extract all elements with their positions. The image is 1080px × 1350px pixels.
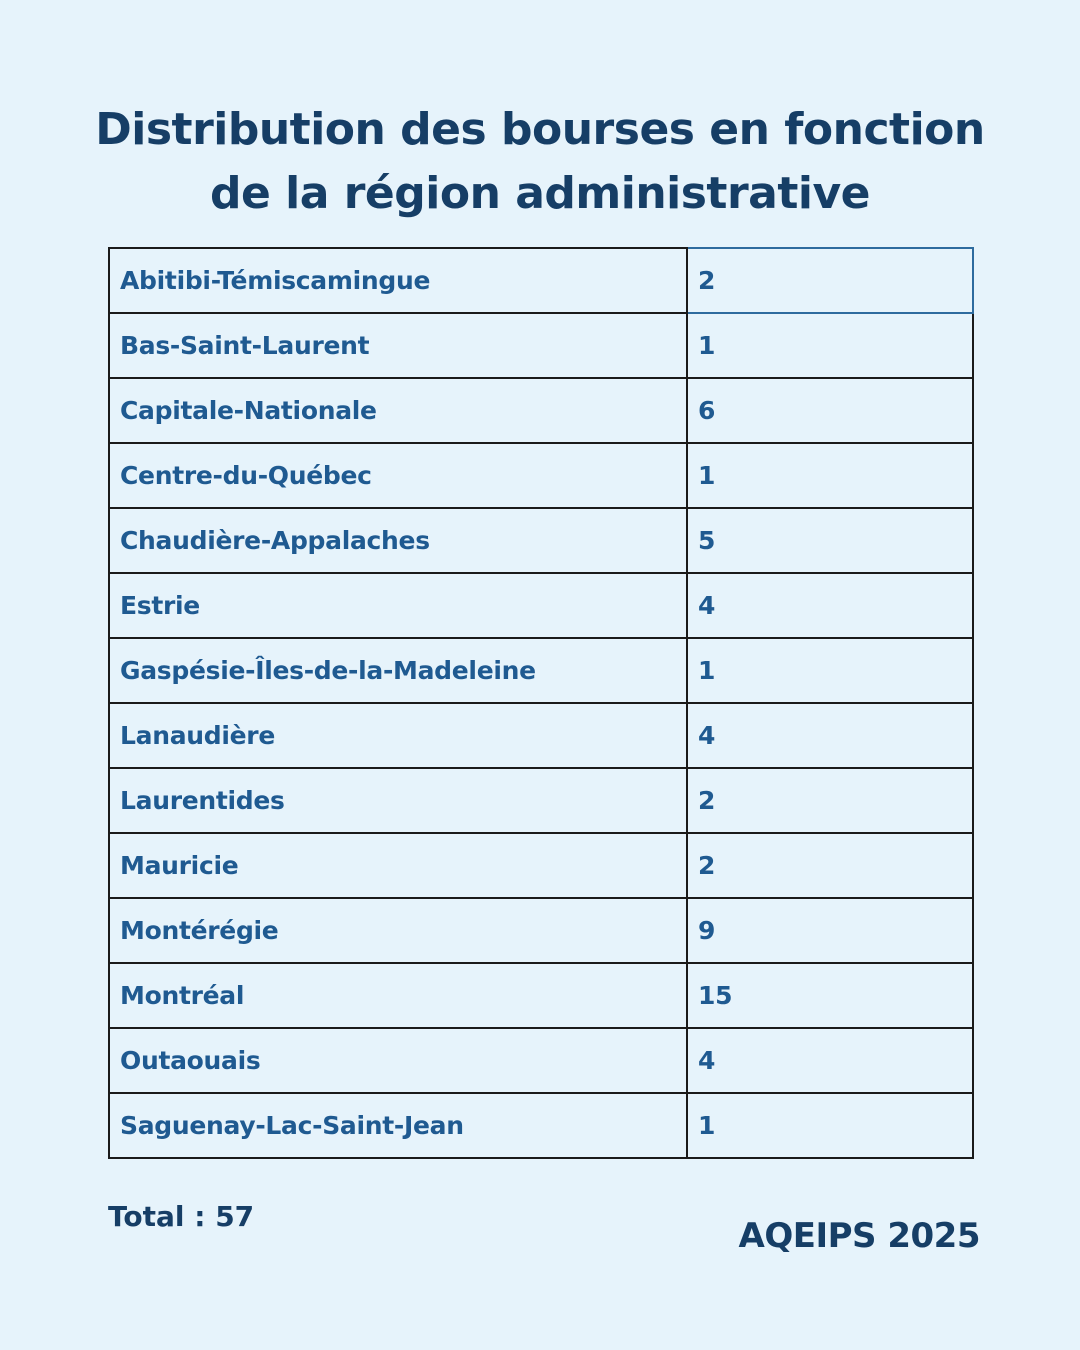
table-row: [109, 833, 973, 898]
count-cell: 2: [687, 833, 973, 898]
region-cell: Outaouais: [109, 1028, 687, 1093]
table-row: [109, 1093, 973, 1158]
count-cell: 4: [687, 1028, 973, 1093]
region-cell: Montréal: [109, 963, 687, 1028]
count-cell: 1: [687, 443, 973, 508]
count-cell: 2: [687, 248, 973, 313]
table-row: [109, 248, 973, 313]
count-cell: 6: [687, 378, 973, 443]
region-cell: Centre-du-Québec: [109, 443, 687, 508]
region-cell: Estrie: [109, 573, 687, 638]
region-cell: Abitibi-Témiscamingue: [109, 248, 687, 313]
page-title: Distribution des bourses en fonction de la région administrative: [95, 104, 985, 219]
count-cell: 4: [687, 703, 973, 768]
count-cell: 2: [687, 768, 973, 833]
organization-label: AQEIPS 2025: [738, 1216, 980, 1256]
region-cell: Chaudière-Appalaches: [109, 508, 687, 573]
count-cell: 4: [687, 573, 973, 638]
count-cell: 5: [687, 508, 973, 573]
table-row: [109, 573, 973, 638]
region-cell: Laurentides: [109, 768, 687, 833]
table-row: [109, 963, 973, 1028]
table-row: [109, 768, 973, 833]
region-cell: Bas-Saint-Laurent: [109, 313, 687, 378]
table-row: [109, 313, 973, 378]
region-cell: Saguenay-Lac-Saint-Jean: [109, 1093, 687, 1158]
region-table: [108, 247, 974, 1159]
total-label: Total : 57: [108, 1200, 255, 1233]
table-row: [109, 898, 973, 963]
table-row: [109, 443, 973, 508]
table-row: [109, 1028, 973, 1093]
region-cell: Montérégie: [109, 898, 687, 963]
region-cell: Capitale-Nationale: [109, 378, 687, 443]
table-row: [109, 638, 973, 703]
count-cell: 1: [687, 1093, 973, 1158]
table-row: [109, 703, 973, 768]
count-cell: 1: [687, 313, 973, 378]
count-cell: 9: [687, 898, 973, 963]
region-cell: Lanaudière: [109, 703, 687, 768]
region-cell: Gaspésie-Îles-de-la-Madeleine: [109, 638, 687, 703]
region-table-body: [109, 248, 973, 1158]
table-row: [109, 378, 973, 443]
region-table-container: [108, 247, 972, 1159]
table-row: [109, 508, 973, 573]
count-cell: 15: [687, 963, 973, 1028]
region-cell: Mauricie: [109, 833, 687, 898]
count-cell: 1: [687, 638, 973, 703]
